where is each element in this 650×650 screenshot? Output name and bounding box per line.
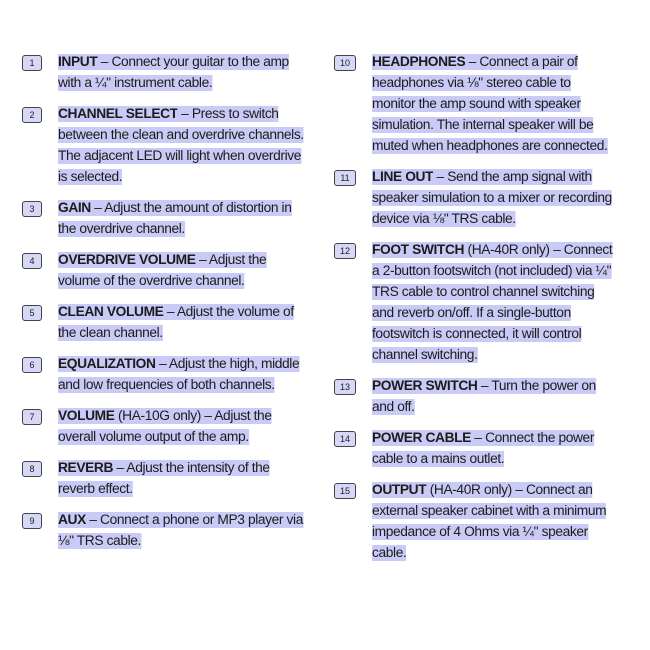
item-text (58, 458, 304, 500)
list-item (22, 302, 312, 344)
item-text (372, 167, 616, 230)
item-description: – Adjust the amount of distortion in the overdrive channel. (58, 200, 292, 237)
item-number-badge: 13 (334, 379, 356, 395)
list-item (22, 354, 312, 396)
item-text (372, 480, 616, 564)
item-number-badge: 14 (334, 431, 356, 447)
item-number-badge: 11 (334, 170, 356, 186)
item-term: INPUT (58, 54, 98, 70)
item-term: REVERB (58, 460, 114, 476)
item-number-badge: 8 (22, 461, 42, 477)
item-term: CLEAN VOLUME (58, 304, 164, 320)
item-description: – Adjust the high, middle and low frequencies of both channels. (58, 356, 300, 393)
item-term: OVERDRIVE VOLUME (58, 252, 196, 268)
item-number-badge: 2 (22, 107, 42, 123)
list-item (334, 167, 624, 230)
item-number-badge: 1 (22, 55, 42, 71)
item-term: HEADPHONES (372, 54, 466, 70)
item-term: FOOT SWITCH (372, 242, 465, 258)
item-description: – Connect the power cable to a mains outlet. (372, 430, 595, 467)
item-text (372, 428, 616, 470)
item-description: – Connect a phone or MP3 player via ⅛" TRS cable. (58, 512, 303, 549)
item-term: CHANNEL SELECT (58, 106, 178, 122)
item-description: – Press to switch between the clean and overdrive channels. The adjacent LED will light when overdrive is selected. (58, 106, 304, 185)
list-item (22, 250, 312, 292)
item-text (58, 52, 304, 94)
item-description: (HA-40R only) – Connect an external speaker cabinet with a minimum impedance of 4 Ohms via ¼" speaker cable. (372, 482, 607, 561)
item-text (372, 240, 616, 366)
list-item (334, 52, 624, 157)
item-term: GAIN (58, 200, 91, 216)
item-term: VOLUME (58, 408, 115, 424)
list-item (334, 240, 624, 366)
item-text (372, 376, 616, 418)
item-number-badge: 10 (334, 55, 356, 71)
item-number-badge: 5 (22, 305, 42, 321)
list-item (22, 104, 312, 188)
item-description: – Adjust the volume of the clean channel. (58, 304, 294, 341)
list-item (22, 198, 312, 240)
item-description: – Adjust the volume of the overdrive channel. (58, 252, 267, 289)
list-item (22, 406, 312, 448)
item-term: POWER CABLE (372, 430, 471, 446)
left-column (22, 52, 312, 562)
list-item (334, 480, 624, 564)
item-text (58, 406, 304, 448)
item-text (58, 510, 304, 552)
list-item (22, 52, 312, 94)
item-description: – Adjust the intensity of the reverb effect. (58, 460, 270, 497)
item-term: EQUALIZATION (58, 356, 156, 372)
item-description: – Connect a pair of headphones via ⅛" stereo cable to monitor the amp sound with speaker simulation. The internal speaker will be muted when headphones are connected. (372, 54, 608, 154)
item-description: (HA-10G only) – Adjust the overall volume output of the amp. (58, 408, 272, 445)
item-text (58, 104, 304, 188)
item-number-badge: 7 (22, 409, 42, 425)
list-item (334, 428, 624, 470)
item-number-badge: 9 (22, 513, 42, 529)
item-term: AUX (58, 512, 86, 528)
item-text (58, 302, 304, 344)
item-description: – Send the amp signal with speaker simulation to a mixer or recording device via ⅛" TRS cable. (372, 169, 612, 227)
item-description: – Turn the power on and off. (372, 378, 596, 415)
item-number-badge: 3 (22, 201, 42, 217)
item-term: POWER SWITCH (372, 378, 478, 394)
item-term: LINE OUT (372, 169, 434, 185)
item-text (58, 198, 304, 240)
item-description: (HA-40R only) – Connect a 2-button footswitch (not included) via ¼" TRS cable to control channel switching and reverb on/off. If a single-button footswitch is connected, it will control channel switching. (372, 242, 613, 363)
list-item (22, 458, 312, 500)
item-term: OUTPUT (372, 482, 427, 498)
list-item (22, 510, 312, 552)
item-number-badge: 15 (334, 483, 356, 499)
item-number-badge: 12 (334, 243, 356, 259)
item-text (372, 52, 616, 157)
item-description: – Connect your guitar to the amp with a ¼" instrument cable. (58, 54, 289, 91)
item-text (58, 250, 304, 292)
list-item (334, 376, 624, 418)
item-number-badge: 4 (22, 253, 42, 269)
item-number-badge: 6 (22, 357, 42, 373)
item-text (58, 354, 304, 396)
right-column (334, 52, 624, 574)
